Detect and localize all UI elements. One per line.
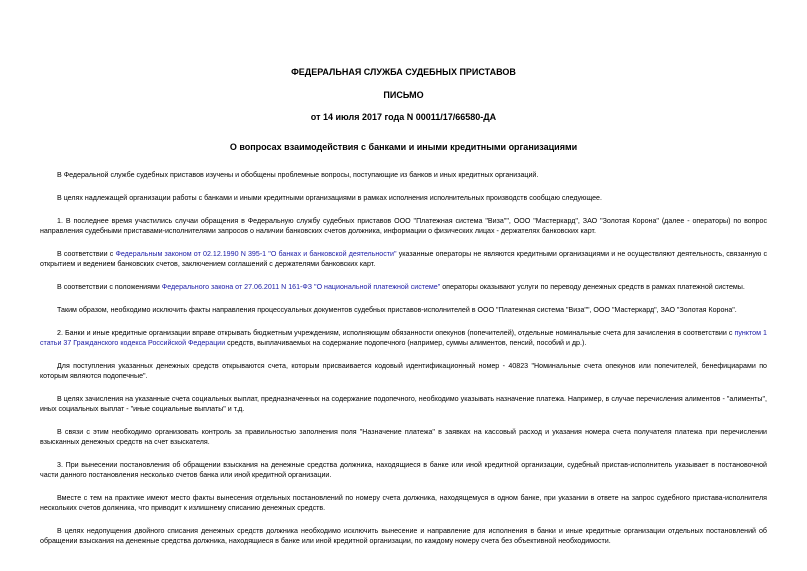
paragraph-text: операторы оказывают услуги по переводу денежных средств в рамках платежной системы. xyxy=(440,283,745,291)
paragraph-text: В целях надлежащей организации работы с банками и иными кредитными организациями в рамках исполнения исполнительных производств сообщаю следующее. xyxy=(57,194,602,202)
issuing-agency: ФЕДЕРАЛЬНАЯ СЛУЖБА СУДЕБНЫХ ПРИСТАВОВ xyxy=(291,67,516,77)
paragraph-text: В Федеральной службе судебных приставов изучены и обобщены проблемные вопросы, поступающие из банков и иных кредитных организаций. xyxy=(57,171,539,179)
document-title: О вопросах взаимодействия с банками и иными кредитными организациями xyxy=(229,142,578,152)
paragraph-text: В целях зачисления на указанные счета социальных выплат, предназначенных на содержание подопечного, необходимо указывать назначение платежа. Например, в случае перечисления алиментов - "алименты", иных социальных выплат - "иные социальные выплаты" и т.д. xyxy=(40,395,767,413)
paragraph-7 xyxy=(40,328,767,348)
paragraph-4 xyxy=(40,249,767,269)
paragraph-1 xyxy=(40,170,767,180)
paragraph-6 xyxy=(40,305,767,315)
paragraph-text: В соответствии с положениями xyxy=(57,283,162,291)
paragraph-text: 1. В последнее время участились случаи обращения в Федеральную службу судебных приставов ООО "Платежная система "Виза"", ООО "Мастеркард", ЗАО "Золотая Корона" (далее - операторы) по вопрос направления судебными приставами-исполнителями запросов о наличии банковских счетов должника, информации о физических лицах - держателях банковских карт. xyxy=(40,217,767,235)
paragraph-text: Таким образом, необходимо исключить факты направления процессуальных документов судебных приставов-исполнителей в ООО "Платежная система "Виза"", ООО "Мастеркард", ЗАО "Золотая Корона". xyxy=(57,306,737,314)
paragraph-text: Вместе с тем на практике имеют место факты вынесения отдельных постановлений по номеру счета должника, находящемуся в одном банке, при указании в ответе на запрос судебного пристава-исполнителя нескольких счетов должника, что приводит к излишнему списанию денежных средств. xyxy=(40,494,767,512)
paragraph-text: 3. При вынесении постановления об обращении взыскания на денежные средства должника, находящиеся в банке или иной кредитной организации, судебный пристав-исполнитель указывает в постановочной части данного постановления несколько счетов банка или иной кредитной организации. xyxy=(40,461,767,479)
paragraph-text: В целях недопущения двойного списания денежных средств должника необходимо исключить вынесение и направление для исполнения в банки и иные кредитные организации отдельных постановлений об обращении взыскания на денежные средства должника, находящиеся в банке или иной кредитной организации, по каждому номеру счета без объективной необходимости. xyxy=(40,527,767,545)
paragraph-11 xyxy=(40,460,767,480)
paragraph-12 xyxy=(40,493,767,513)
paragraph-2 xyxy=(40,193,767,203)
link-law-161-fz[interactable]: Федерального закона от 27.06.2011 N 161-ФЗ "О национальной платежной системе" xyxy=(161,283,441,291)
paragraph-text: 2. Банки и иные кредитные организации вправе открывать бюджетным учреждениям, исполняющим обязанности опекунов (попечителей), отдельные номинальные счета для зачисления в соответствии с xyxy=(57,329,735,337)
link-civil-code-article-37[interactable]: пунктом 1 статьи 37 Гражданского кодекса Российской Федерации xyxy=(40,329,767,347)
paragraph-5 xyxy=(40,282,767,292)
paragraph-10 xyxy=(40,427,767,447)
paragraph-3 xyxy=(40,216,767,236)
document-date-number: от 14 июля 2017 года N 00011/17/66580-ДА xyxy=(310,112,497,122)
paragraph-text: указанные операторы не являются кредитными организациями и не осуществляют деятельность, связанную с открытием и ведением банковских счетов, заключением соглашений с держателями банковских карт. xyxy=(40,250,767,268)
paragraph-text: Для поступления указанных денежных средств открываются счета, которым присваивается кодовый идентификационный номер - 40823 "Номинальные счета опекунов или попечителей, бенефициарами по которым являются подопечные". xyxy=(40,362,767,380)
document-body xyxy=(40,170,767,546)
paragraph-text: В соответствии с xyxy=(57,250,116,258)
paragraph-13 xyxy=(40,526,767,546)
paragraph-text: В связи с этим необходимо организовать контроль за правильностью заполнения поля "Назначение платежа" в заявках на кассовый расход и указания номера счета получателя платежа при перечислении взысканных денежных средств на счет взыскателя. xyxy=(40,428,767,446)
document-type: ПИСЬМО xyxy=(383,90,424,100)
link-law-395-1[interactable]: Федеральным законом от 02.12.1990 N 395-1 "О банках и банковской деятельности" xyxy=(115,250,397,258)
paragraph-9 xyxy=(40,394,767,414)
paragraph-text: средств, выплачиваемых на содержание подопечного (например, суммы алиментов, пенсий, пособий и др.). xyxy=(225,339,587,347)
paragraph-8 xyxy=(40,361,767,381)
